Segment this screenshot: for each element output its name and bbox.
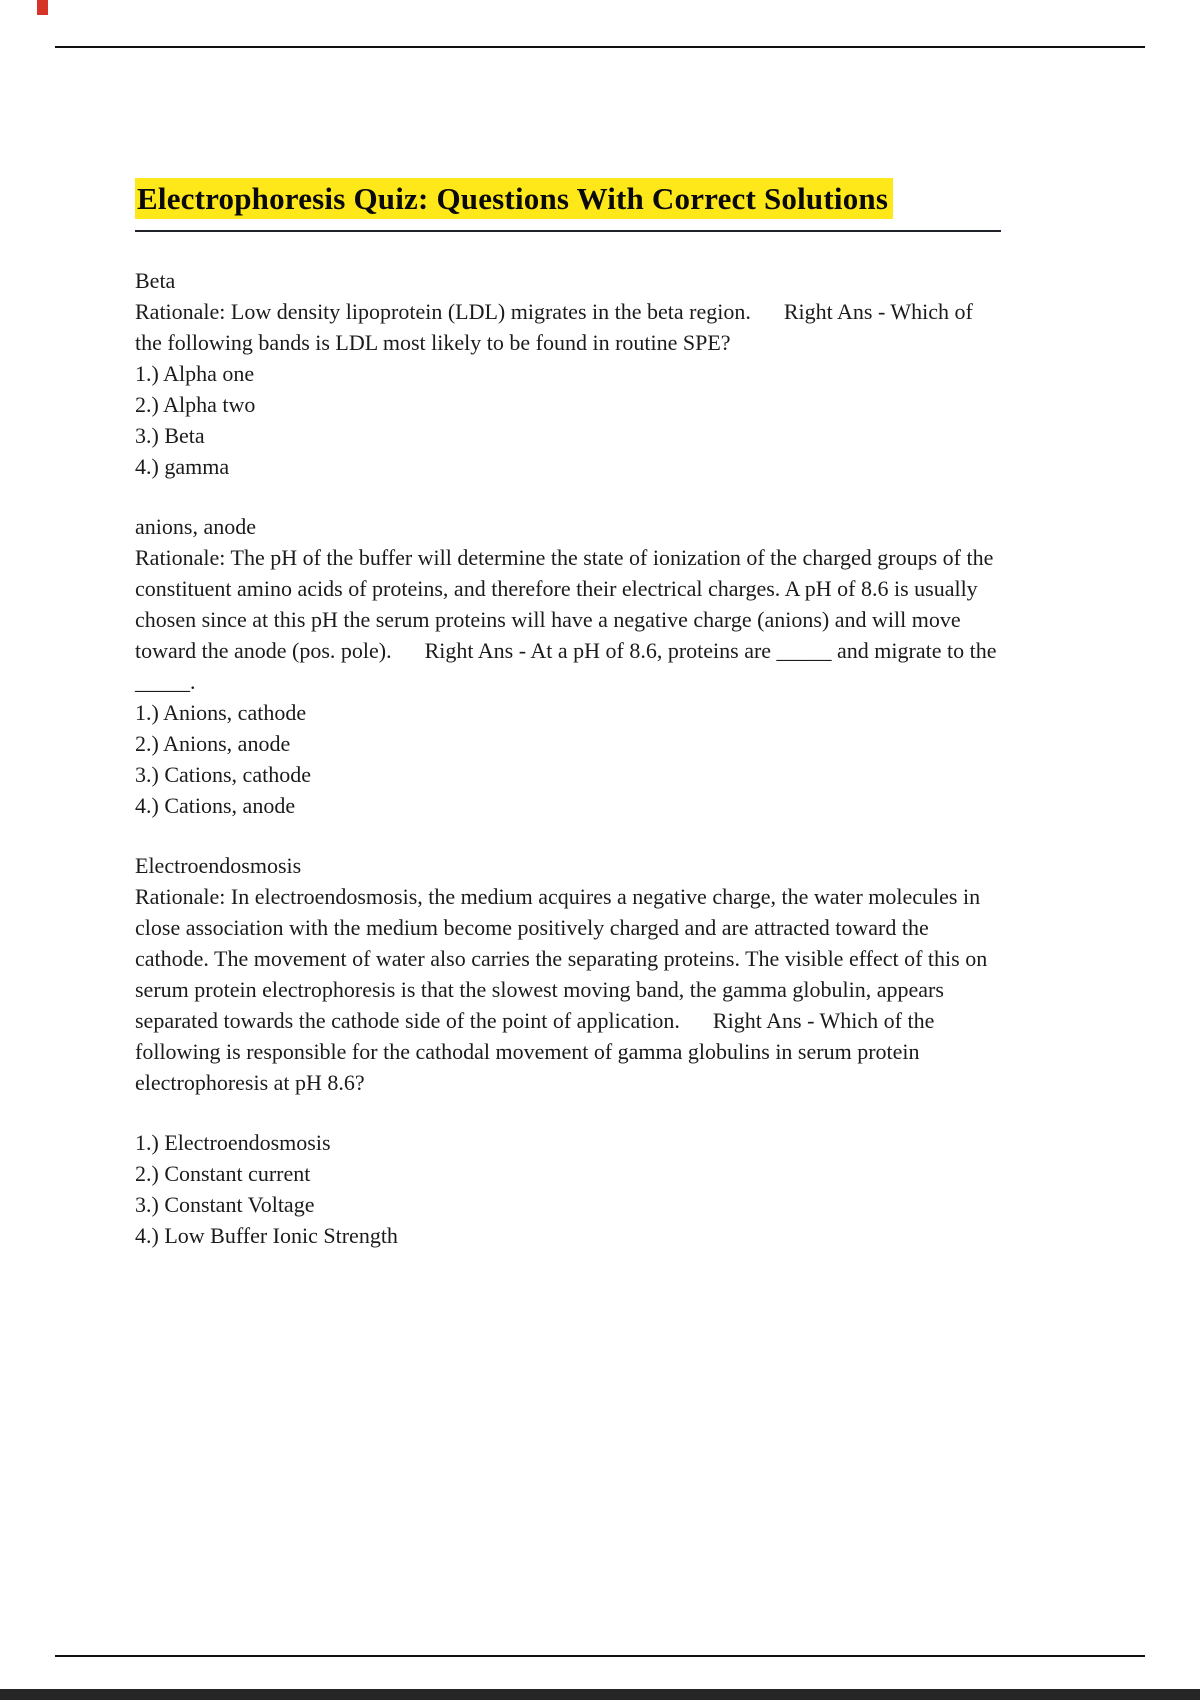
options-list: [135, 1127, 1001, 1251]
option-2: 2.) Constant current: [135, 1160, 311, 1186]
answer-text: anions, anode: [135, 513, 256, 539]
option-4: 4.) Low Buffer Ionic Strength: [135, 1222, 398, 1248]
option-2: 2.) Anions, anode: [135, 730, 291, 756]
option-1: 1.) Alpha one: [135, 360, 255, 386]
option-4: 4.) gamma: [135, 453, 230, 479]
option-3: 3.) Cations, cathode: [135, 761, 311, 787]
rationale-text: Rationale: In electroendosmosis, the medium acquires a negative charge, the water molecules in close association with the medium become positively charged and are attracted toward the cathode. The movement of water also carries the separating proteins. The visible effect of this on serum protein electrophoresis is that the slowest moving band, the gamma globulin, appears separated towards the cathode side of the point of application. Right Ans - Which of the following is responsible for the cathodal movement of gamma globulins in serum protein electrophoresis at pH 8.6?: [135, 883, 993, 1095]
page-corner-red-mark: [37, 0, 48, 15]
option-1: 1.) Electroendosmosis: [135, 1129, 331, 1155]
answer-text: Electroendosmosis: [135, 852, 302, 878]
bottom-edge-band: [0, 1689, 1200, 1700]
option-1: 1.) Anions, cathode: [135, 699, 307, 725]
rationale-text: Rationale: Low density lipoprotein (LDL) migrates in the beta region. Right Ans - Which of the following bands is LDL most likely to be found in routine SPE?: [135, 298, 979, 355]
qa-block-1: [135, 265, 1001, 482]
qa-block-2: [135, 511, 1001, 821]
document-body: [135, 180, 1001, 1280]
options-list: [135, 358, 1001, 482]
page-title: Electrophoresis Quiz: Questions With Correct Solutions: [135, 178, 893, 219]
option-4: 4.) Cations, anode: [135, 792, 296, 818]
bottom-horizontal-rule: [55, 1655, 1145, 1657]
option-2: 2.) Alpha two: [135, 391, 256, 417]
option-3: 3.) Beta: [135, 422, 205, 448]
answer-text: Beta: [135, 267, 176, 293]
top-horizontal-rule: [55, 46, 1145, 48]
qa-block-3: [135, 850, 1001, 1251]
option-3: 3.) Constant Voltage: [135, 1191, 315, 1217]
options-list: [135, 697, 1001, 821]
rationale-text: Rationale: The pH of the buffer will determine the state of ionization of the charged groups of the constituent amino acids of proteins, and therefore their electrical charges. A pH of 8.6 is usually chosen since at this pH the serum proteins will have a negative charge (anions) and will move toward the anode (pos. pole). Right Ans - At a pH of 8.6, proteins are _____ and migrate to the _____.: [135, 544, 1002, 694]
title-section: [135, 180, 1001, 232]
